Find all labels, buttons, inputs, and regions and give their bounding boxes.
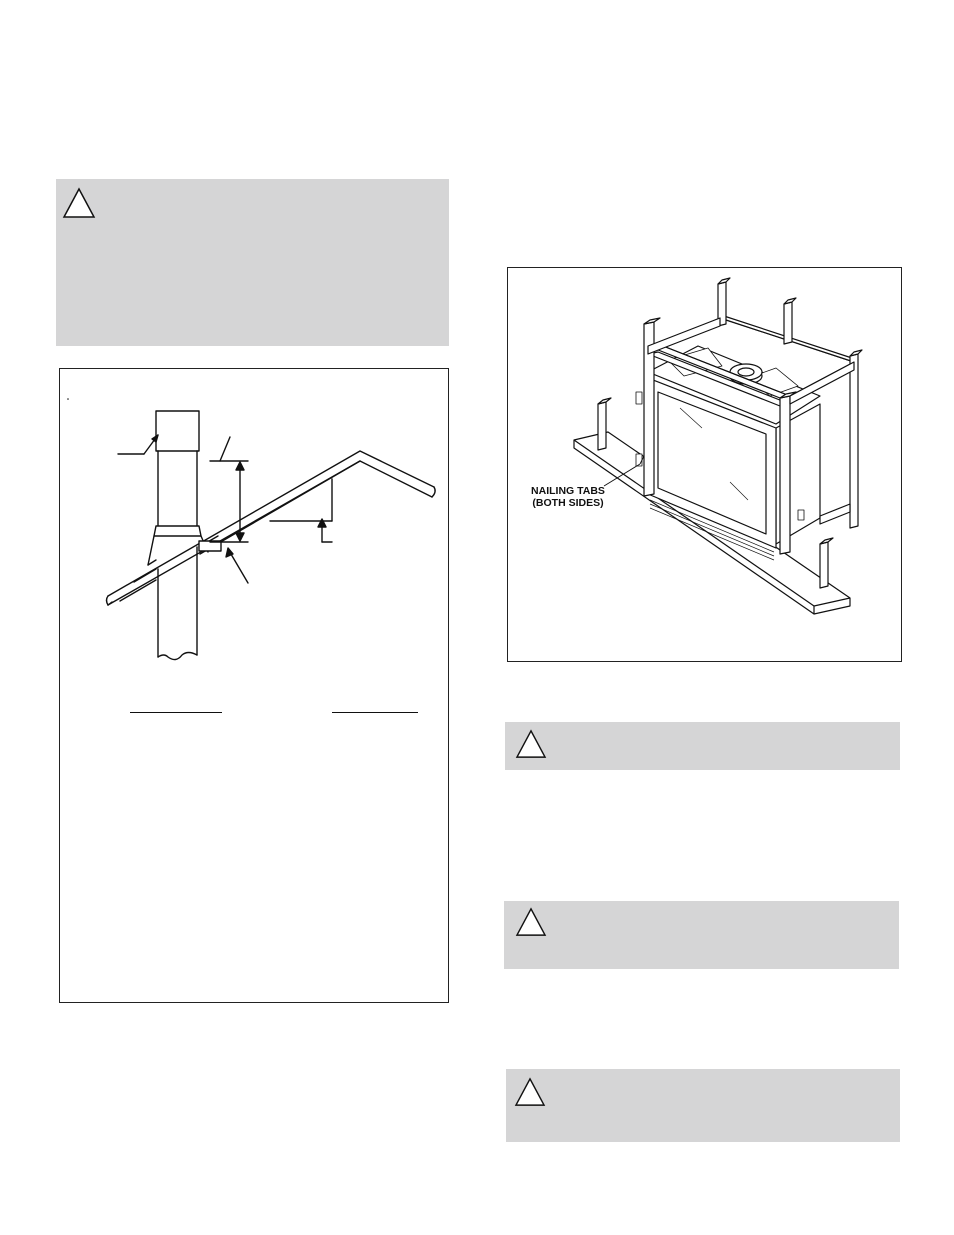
warning-triangle-icon (515, 729, 547, 759)
warning-triangle-icon (514, 1077, 546, 1107)
roof-pitch-diagram (60, 369, 448, 1002)
table-header-rule-right (332, 712, 418, 713)
warning-box-right-1 (505, 722, 900, 770)
warning-box-right-2 (504, 901, 899, 969)
warning-triangle-icon (62, 187, 96, 219)
table-header-rule-left (130, 712, 222, 713)
nailing-tabs-callout-line2: (BOTH SIDES) (532, 497, 604, 509)
warning-triangle-icon (515, 907, 547, 937)
figure-roof-pitch (59, 368, 449, 1003)
warning-box-top-left (56, 179, 449, 346)
figure-framing (507, 267, 902, 662)
framing-diagram (508, 268, 901, 661)
warning-box-right-3 (506, 1069, 900, 1142)
nailing-tabs-callout-line1: NAILING TABS (531, 485, 605, 497)
